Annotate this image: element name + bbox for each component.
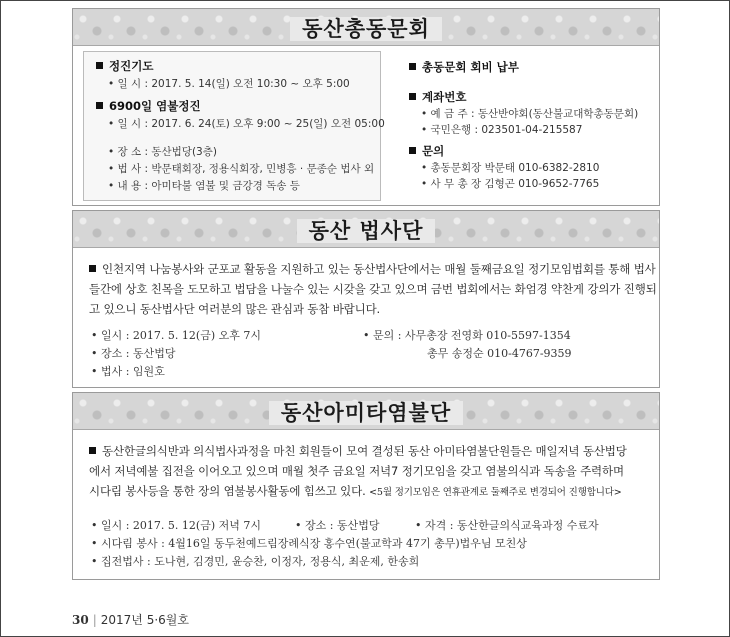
heading-account: 계좌번호 [409, 89, 466, 105]
section-title: 동산총동문회 [290, 17, 442, 41]
event-date: • 일시 : 2017. 5. 12(금) 오후 7시 [91, 329, 261, 342]
prayer-date: • 일 시 : 2017. 5. 14(일) 오전 10:30 ~ 오후 5:00 [108, 78, 350, 90]
page-number: 30 [72, 613, 89, 627]
section-title: 동산아미타염불단 [269, 401, 463, 425]
contact-secretary: • 문의 : 사무총장 전영화 010-5597-1354 [363, 329, 571, 342]
chanting-date: • 일 시 : 2017. 6. 24(토) 오후 9:00 ~ 25(일) 오전 05:00 [108, 118, 385, 130]
bullet-square-icon [89, 447, 96, 454]
bullet-square-icon [89, 265, 96, 272]
chanting-lead: • 법 사 : 박문태회장, 정용식회장, 민병흥 · 문종순 법사 외 [108, 163, 375, 175]
prayer-box [83, 51, 385, 201]
intro-paragraph: 동산한글의식반과 의식법사과정을 마친 회원들이 모여 결성된 동산 아미타염불단원들은 매일저녁 동산법당 에서 저녁예불 집전을 이어오고 있으며 매월 첫주 금요일 저녁7 정기모임을 갖고 염불의식과 독송을 주력하며 시다림 봉사등을 통한 장의 염불봉사활동에 힘쓰고 있다. <5월 정기모임은 연휴관계로 둘째주로 변경되어 진행합니다> [89, 444, 627, 498]
chanting-content: • 내 용 : 아미타불 염불 및 금강경 독송 등 [108, 180, 300, 192]
account-number: • 국민은행 : 023501-04-215587 [421, 124, 583, 136]
bullet-square-icon [96, 62, 103, 69]
bullet-square-icon [409, 63, 416, 70]
officiating-members: • 집전법사 : 도나현, 김경민, 윤승찬, 이정자, 정용식, 최운제, 한송희 [91, 555, 420, 568]
page-footer [72, 611, 189, 628]
footer-divider: | [92, 613, 97, 627]
contact-treasurer: 총무 송정순 010-4767-9359 [427, 347, 572, 360]
event-place: • 장소 : 동산법당 [295, 519, 380, 532]
bullet-square-icon [409, 147, 416, 154]
account-holder: • 예 금 주 : 동산반야회(동산불교대학총동문회) [421, 108, 639, 120]
section-header [73, 9, 659, 46]
event-qualification: • 자격 : 동산한글의식교육과정 수료자 [415, 519, 599, 532]
chanting-place: • 장 소 : 동산법당(3층) [108, 146, 217, 158]
event-lead: • 법사 : 임원호 [91, 365, 165, 378]
section-dharma-teachers [72, 210, 660, 388]
intro-paragraph: 인천지역 나눔봉사와 군포교 활동을 지원하고 있는 동산법사단에서는 매월 둘째금요일 정기모임법회를 통해 법사 들간에 상호 친목을 도모하고 법담을 나눌수 있는 시갖을 갖고 있으며 금번 법회에서는 화엄경 약찬게 강의가 진행되 고 있으니 동산법사단 여러분의 많은 관심과 동참 바랍니다. [89, 262, 657, 316]
heading-inquiry: 문의 [409, 143, 444, 159]
section-amitabha-chanting [72, 392, 660, 580]
section-header [73, 393, 659, 430]
event-place: • 장소 : 동산법당 [91, 347, 176, 360]
schedule-note: <5월 정기모임은 연휴관계로 둘째주로 변경되어 진행합니다> [369, 487, 622, 498]
issue-label: 2017년 5·6월호 [100, 613, 189, 627]
heading-fee: 총동문회 회비 납부 [409, 59, 519, 75]
heading-chanting: 6900일 염불정진 [96, 98, 201, 114]
funeral-service: • 시다림 봉사 : 4월16일 동두천예드림장례식장 홍수연(불교학과 47기 총무)법우님 모친상 [91, 537, 527, 550]
inquiry-president: • 총동문회장 박문태 010-6382-2810 [421, 162, 600, 174]
bullet-square-icon [96, 102, 103, 109]
heading-prayer: 정진기도 [96, 58, 153, 74]
section-alumni [72, 8, 660, 206]
section-header [73, 211, 659, 248]
bullet-square-icon [409, 93, 416, 100]
inquiry-secretary: • 사 무 총 장 김형곤 010-9652-7765 [421, 178, 600, 190]
section-title: 동산 법사단 [297, 219, 436, 243]
event-date: • 일시 : 2017. 5. 12(금) 저녁 7시 [91, 519, 261, 532]
